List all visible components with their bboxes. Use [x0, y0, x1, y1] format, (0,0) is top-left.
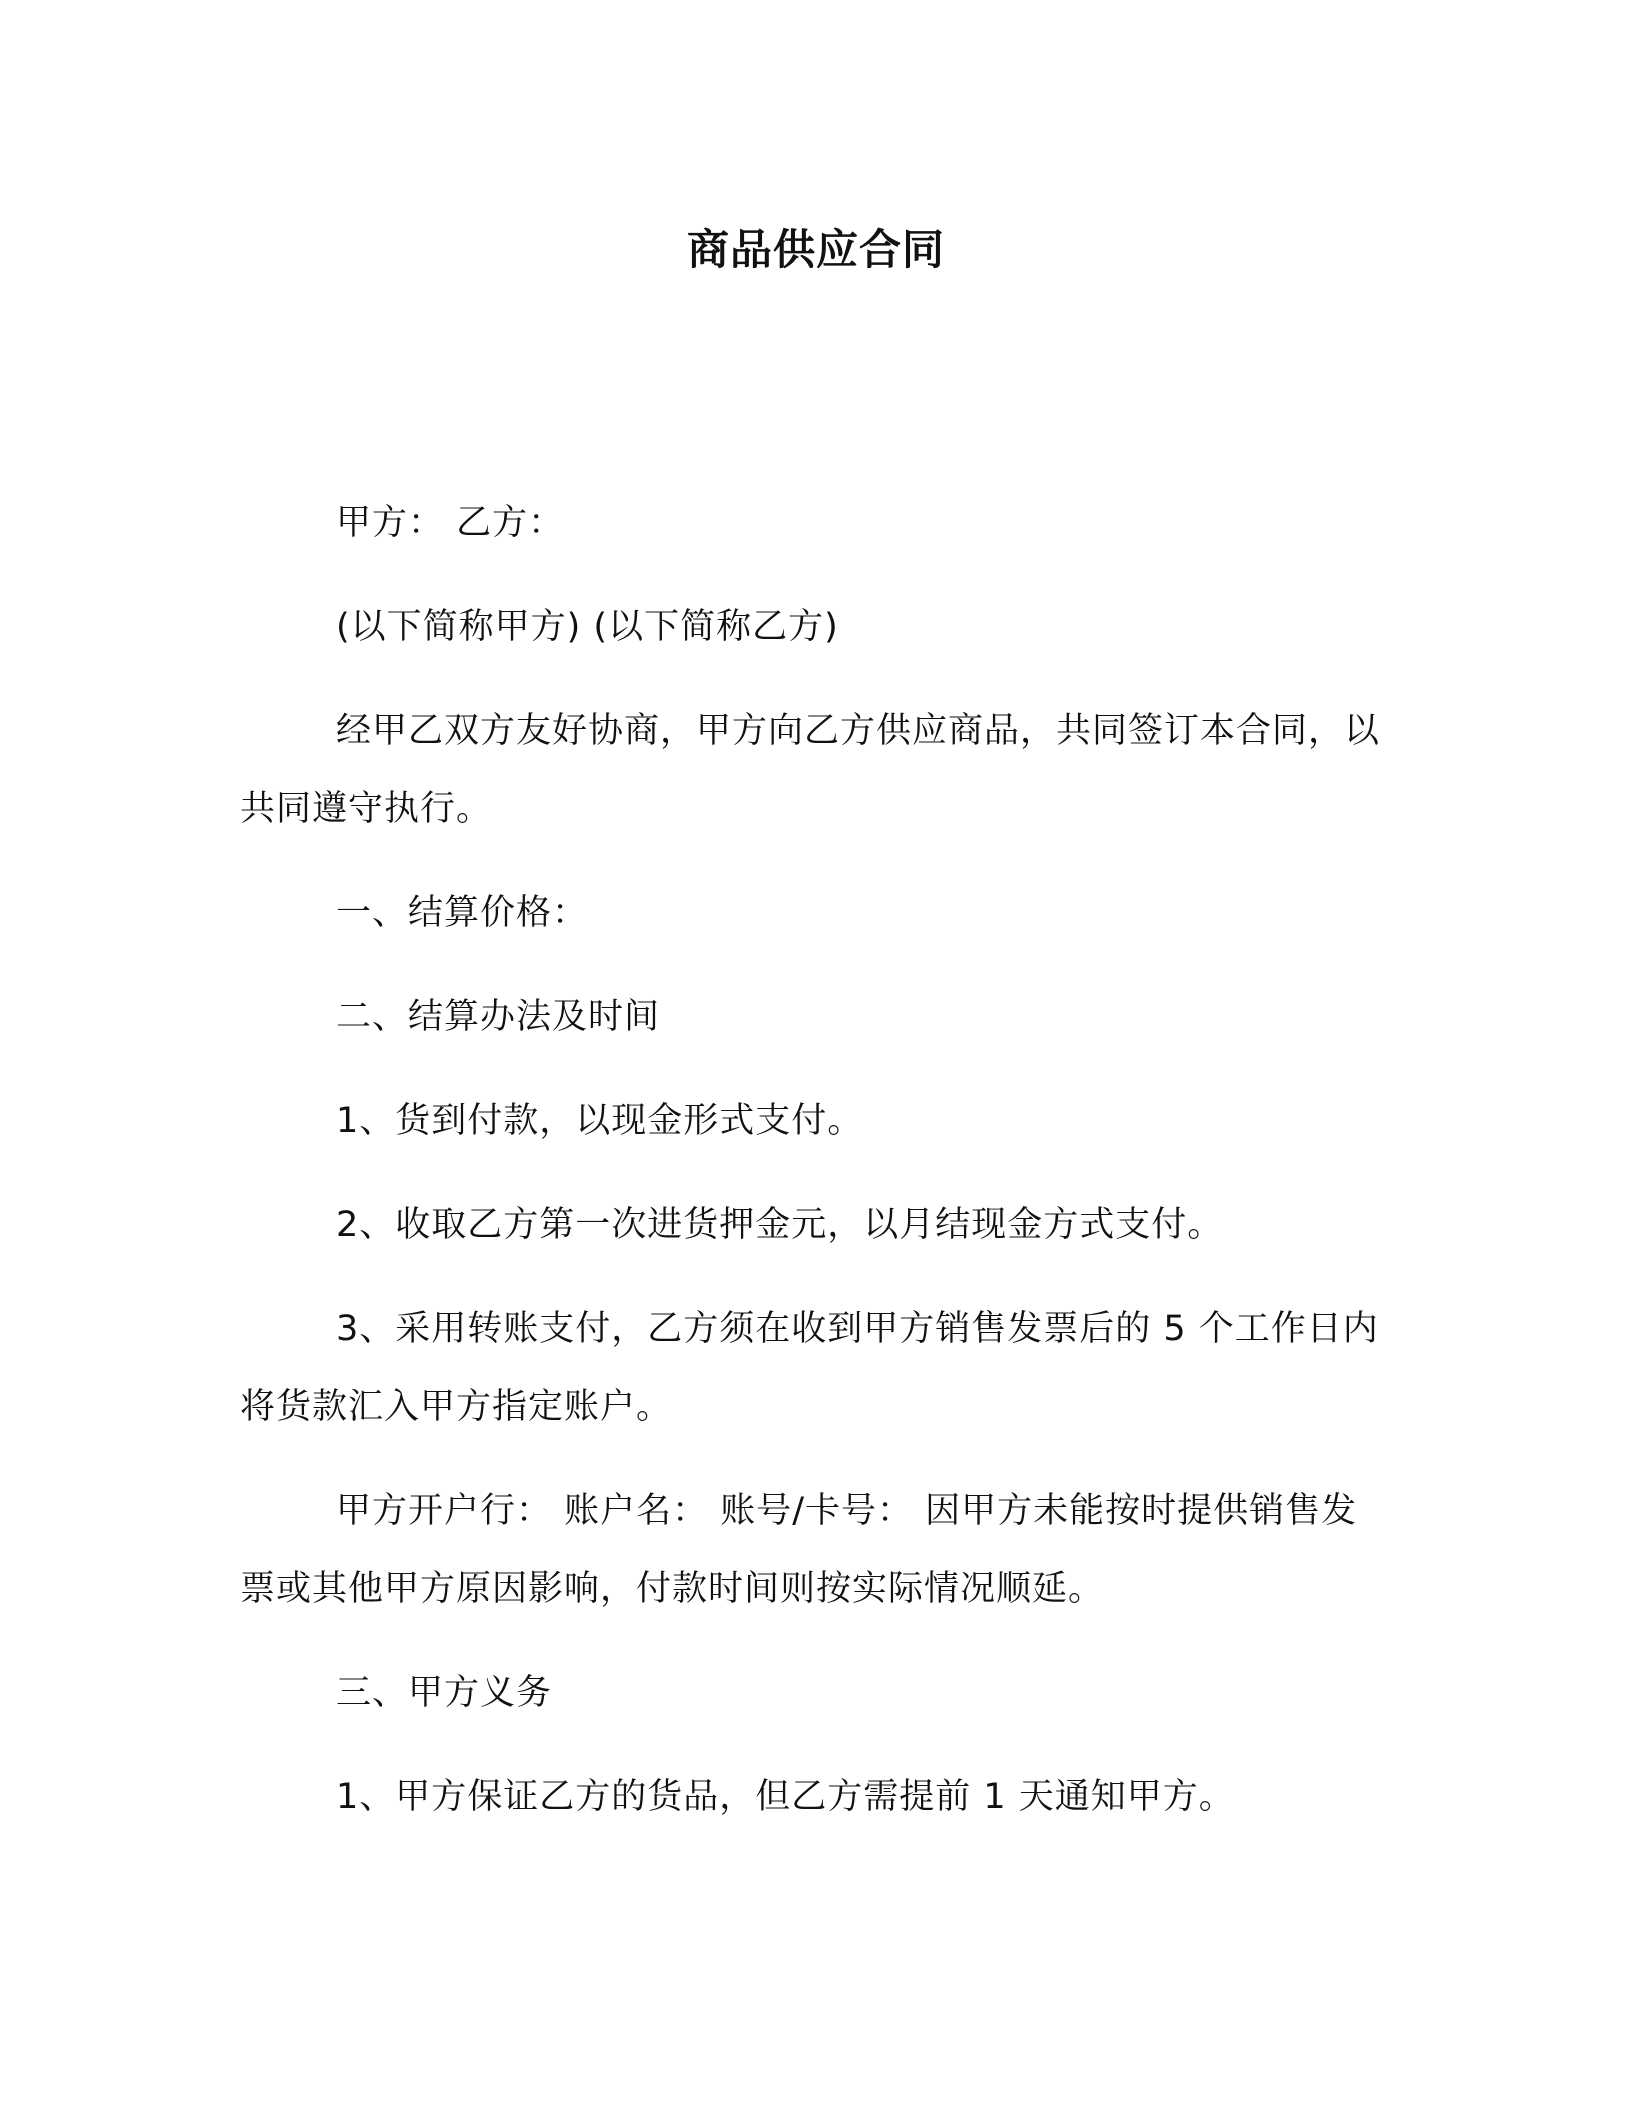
- clause-deposit: 2、收取乙方第一次进货押金元，以月结现金方式支付。: [336, 1205, 1224, 1245]
- section-heading-settlement-method: 二、结算办法及时间: [336, 997, 661, 1037]
- clause-party-a-guarantee: 1、甲方保证乙方的货品，但乙方需提前 1 天通知甲方。: [336, 1777, 1235, 1817]
- bank-account-paragraph: 甲方开户行： 账户名： 账号/卡号： 因甲方未能按时提供销售发票或其他甲方原因影响，付款时间则按实际情况顺延。: [240, 1491, 1358, 1609]
- document-title: 商品供应合同: [686, 225, 945, 274]
- section-heading-party-a-obligations: 三、甲方义务: [336, 1673, 553, 1713]
- clause-bank-transfer: 3、采用转账支付，乙方须在收到甲方销售发票后的 5 个工作日内将货款汇入甲方指定账户。: [240, 1309, 1379, 1427]
- party-abbreviation-line: (以下简称甲方) (以下简称乙方): [336, 607, 839, 647]
- section-heading-settlement-price: 一、结算价格：: [336, 893, 589, 933]
- clause-cash-on-delivery: 1、货到付款，以现金形式支付。: [336, 1101, 864, 1141]
- preamble-paragraph: 经甲乙双方友好协商，甲方向乙方供应商品，共同签订本合同，以共同遵守执行。: [240, 711, 1381, 829]
- party-line: 甲方： 乙方：: [336, 503, 565, 543]
